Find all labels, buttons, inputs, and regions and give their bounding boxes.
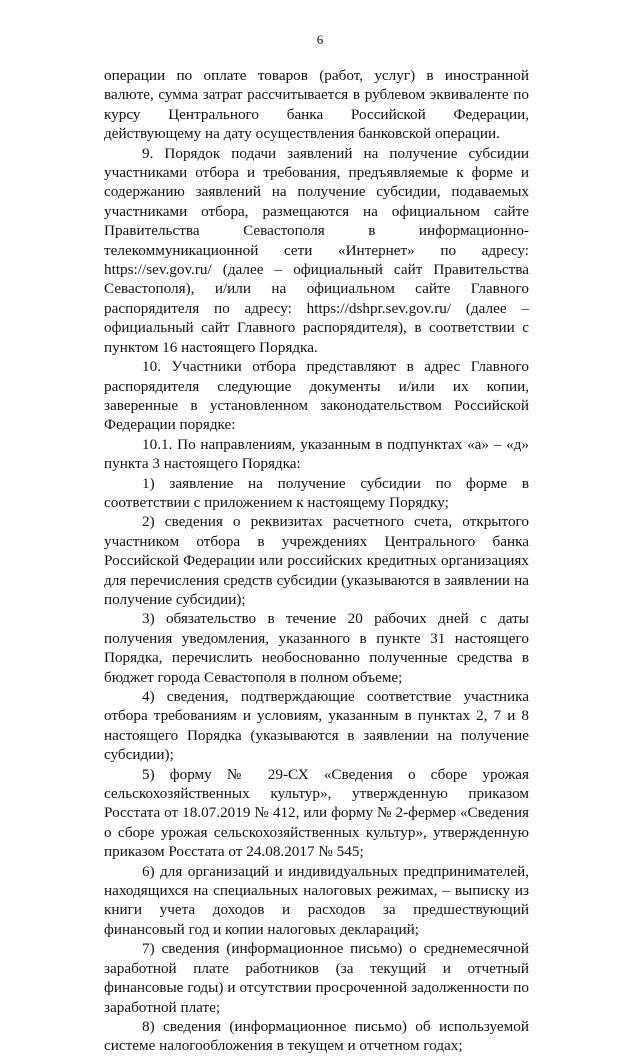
document-body [104, 66, 529, 1056]
paragraph: 9. Порядок подачи заявлений на получение субсидии участниками отбора и требования, предъявляемые к форме и содержанию заявлений на получение субсидии, подаваемых участниками отбора, размещаются на официальном сайте Правительства Севастополя в информационно-телекоммуникационной сети «Интернет» по адресу: https://sev.gov.ru/ (далее – официальный сайт Правительства Севастополя), и/или на официальном сайте Главного распорядителя по адресу: https://dshpr.sev.gov.ru/ (далее – официальный сайт Главного распорядителя), в соответствии с пунктом 16 настоящего Порядка. [104, 144, 529, 356]
paragraph: 8) сведения (информационное письмо) об используемой системе налогообложения в текущем и отчетном годах; [104, 1017, 529, 1055]
paragraph: 2) сведения о реквизитах расчетного счета, открытого участником отбора в учреждениях Центрального банка Российской Федерации или российских кредитных организациях для перечисления средств субсидии (указываются в заявлении на получение субсидии); [104, 513, 529, 608]
paragraph: 4) сведения, подтверждающие соответствие участника отбора требованиям и условиям, указанным в пунктах 2, 7 и 8 настоящего Порядка (указываются в заявлении на получение субсидии); [104, 688, 529, 764]
paragraph: операции по оплате товаров (работ, услуг) в иностранной валюте, сумма затрат рассчитывается в рублевом эквиваленте по курсу Центрального банка Российской Федерации, действующему на дату осуществления банковской операции. [104, 67, 529, 143]
paragraph: 10. Участники отбора представляют в адрес Главного распорядителя следующие документы и/или их копии, заверенные в установленном законодательством Российской Федерации порядке: [104, 358, 529, 434]
paragraph: 10.1. По направлениям, указанным в подпунктах «а» – «д» пункта 3 настоящего Порядка: [104, 435, 529, 473]
paragraph: 3) обязательство в течение 20 рабочих дней с даты получения уведомления, указанного в пункте 31 настоящего Порядка, перечислить необоснованно полученные средства в бюджет города Севастополя в полном объеме; [104, 610, 529, 686]
paragraph: 1) заявление на получение субсидии по форме в соответствии с приложением к настоящему Порядку; [104, 474, 529, 511]
page-number: 6 [316, 32, 324, 47]
paragraph: 7) сведения (информационное письмо) о среднемесячной заработной плате работников (за текущий и отчетный финансовые годы) и отсутствии просроченной задолженности по заработной плате; [104, 940, 529, 1016]
paragraph: 6) для организаций и индивидуальных предпринимателей, находящихся на специальных налоговых режимах, – выписку из книги учета доходов и расходов за предшествующий финансовый год и копии налоговых деклараций; [104, 862, 529, 938]
paragraph: 5) форму № 29-СХ «Сведения о сборе урожая сельскохозяйственных культур», утвержденную приказом Росстата от 18.07.2019 № 412, или форму № 2-фермер «Сведения о сборе урожая сельскохозяйственных культур», утвержденную приказом Росстата от 24.08.2017 № 545; [104, 765, 529, 861]
